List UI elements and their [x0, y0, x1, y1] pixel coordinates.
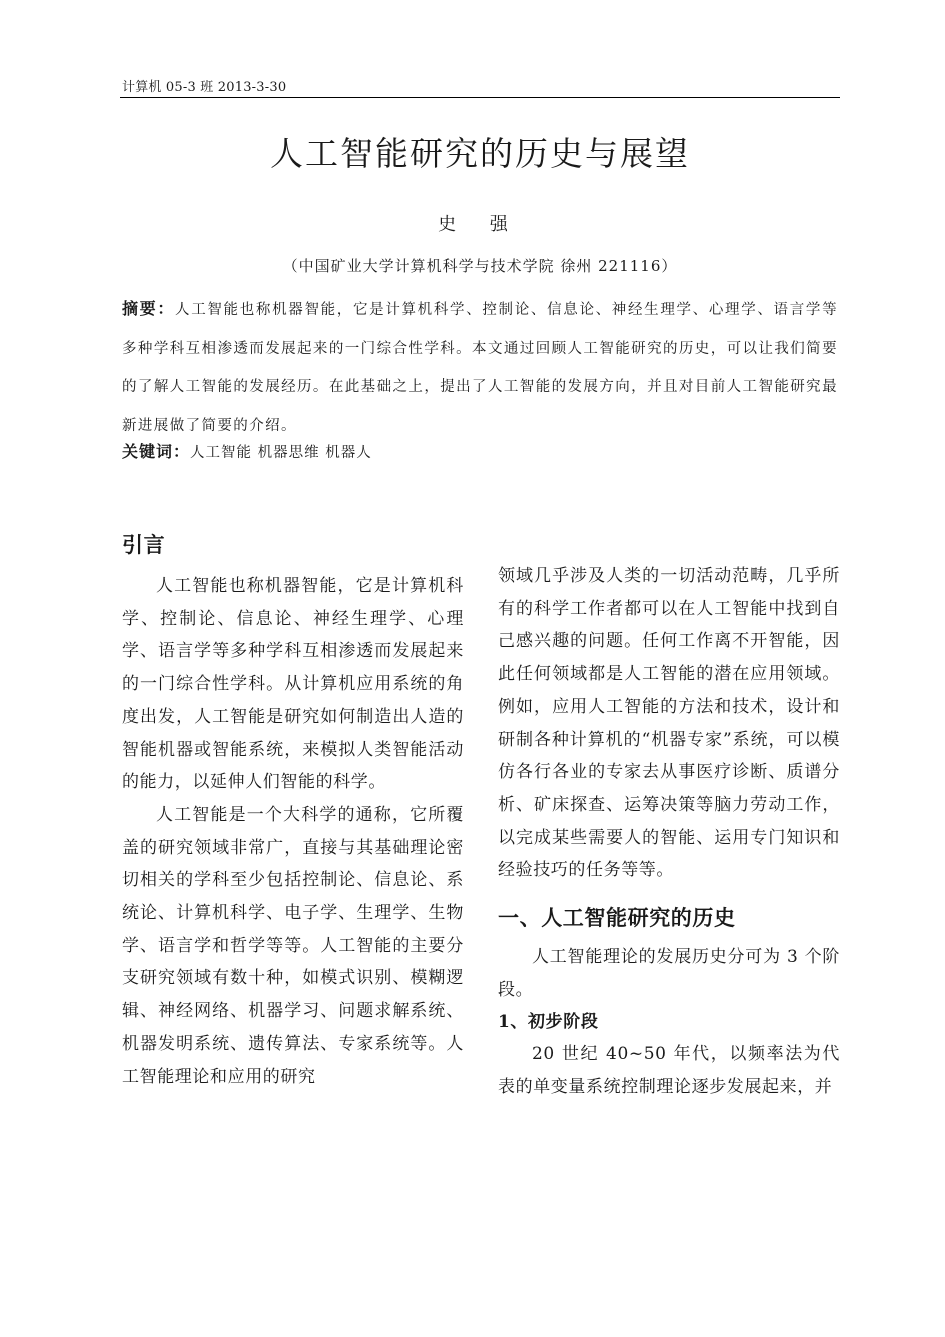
- header-rule: [120, 97, 840, 98]
- intro-paragraph-2: 人工智能是一个大科学的通称，它所覆盖的研究领域非常广，直接与其基础理论密切相关的学科至少包括控制论、信息论、系统论、计算机科学、电子学、生理学、生物学、语言学和哲学等等。人工智能的主要分支研究领域有数十种，如模式识别、模糊逻辑、神经网络、机器学习、问题求解系统、机器发明系统、遗传算法、专家系统等。人工智能理论和应用的研究: [122, 804, 464, 1087]
- abstract-text: 人工智能也称机器智能，它是计算机科学、控制论、信息论、神经生理学、心理学、语言学等多种学科互相渗透而发展起来的一门综合性学科。本文通过回顾人工智能研究的历史，可以让我们简要的了解人工智能的发展经历。在此基础之上，提出了人工智能的发展方向，并且对目前人工智能研究最新进展做了简要的介绍。: [122, 302, 838, 434]
- keywords-label: 关键词：: [122, 442, 191, 461]
- paper-title: 人工智能研究的历史与展望: [270, 134, 690, 173]
- column-left: [122, 528, 464, 1093]
- paper-author: 史 强: [438, 214, 522, 235]
- abstract: [122, 290, 838, 445]
- subsection-1-paragraph-1: 20 世纪 40~50 年代，以频率法为代表的单变量系统控制理论逐步发展起来，并: [498, 1044, 840, 1098]
- running-header: 计算机 05-3 班 2013-3-30: [122, 80, 287, 95]
- intro-paragraph-2-continued: 领域几乎涉及人类的一切活动范畴，几乎所有的科学工作者都可以在人工智能中找到自己感兴趣的问题。任何工作离不开智能，因此任何领域都是人工智能的潜在应用领域。例如，应用人工智能的方法和技术，设计和研制各种计算机的“机器专家”系统，可以模仿各行各业的专家去从事医疗诊断、质谱分析、矿床探查、运筹决策等脑力劳动工作，以完成某些需要人的智能、运用专门知识和经验技巧的任务等等。: [498, 566, 840, 881]
- subsection-1-heading: 1、初步阶段: [498, 1012, 599, 1033]
- section-1-paragraph-1: 人工智能理论的发展历史分可为 3 个阶段。: [498, 947, 840, 1000]
- column-right: [498, 560, 840, 1104]
- abstract-label: 摘要：: [122, 299, 176, 318]
- intro-paragraph-1: 人工智能也称机器智能，它是计算机科学、控制论、信息论、神经生理学、心理学、语言学等多种学科互相渗透而发展起来的一门综合性学科。从计算机应用系统的角度出发，人工智能是研究如何制造出人造的智能机器或智能系统，来模拟人类智能活动的能力，以延伸人们智能的科学。: [122, 576, 464, 793]
- keywords-text: 人工智能 机器思维 机器人: [190, 445, 372, 461]
- section-1-heading: 一、人工智能研究的历史: [498, 906, 736, 931]
- paper-affiliation: （中国矿业大学计算机科学与技术学院 徐州 221116）: [282, 257, 678, 275]
- keywords: [122, 440, 838, 465]
- intro-heading: 引言: [122, 533, 166, 557]
